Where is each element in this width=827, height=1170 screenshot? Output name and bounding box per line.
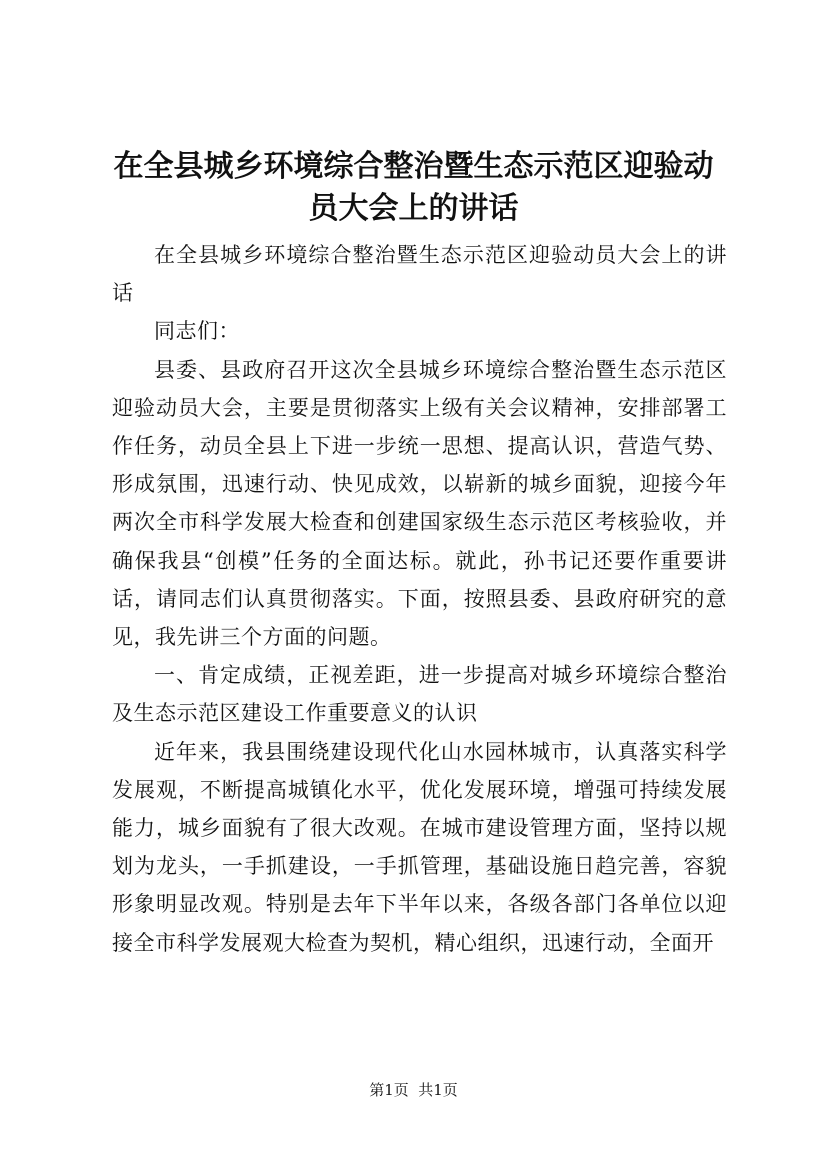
document-title: 在全县城乡环境综合整治暨生态示范区迎验动员大会上的讲话 <box>113 149 714 226</box>
page-number: 第1页 共1页 <box>369 1081 458 1099</box>
paragraph-salutation: 同志们： <box>154 319 240 344</box>
paragraph-heading-repeat: 在全县城乡环境综合整治暨生态示范区迎验动员大会上的讲话 <box>112 243 727 306</box>
paragraph-intro: 县委、县政府召开这次全县城乡环境综合整治暨生态示范区迎验动员大会，主要是贯彻落实上级有关会议精神，安排部署工作任务，动员全县上下进一步统一思想、提高认识，营造气势、形成氛围，迅速行动、快见成效，以崭新的城乡面貌，迎接今年两次全市科学发展大检查和创建国家级生态示范区考核验收，并确保我县“创模”任务的全面达标。就此，孙书记还要作重要讲话，请同志们认真贯彻落实。下面，按照县委、县政府研究的意见，我先讲三个方面的问题。 <box>112 357 727 650</box>
paragraph-section-heading: 一、肯定成绩，正视差距，进一步提高对城乡环境综合整治及生态示范区建设工作重要意义的认识 <box>112 663 727 726</box>
paragraph-body: 近年来，我县围绕建设现代化山水园林城市，认真落实科学发展观，不断提高城镇化水平，优化发展环境，增强可持续发展能力，城乡面貌有了很大改观。在城市建设管理方面，坚持以规划为龙头，一手抓建设，一手抓管理，基础设施日趋完善，容貌形象明显改观。特别是去年下半年以来，各级各部门各单位以迎接全市科学发展观大检查为契机，精心组织，迅速行动，全面开 <box>112 739 727 955</box>
document-body <box>112 236 727 962</box>
page-footer <box>0 1080 827 1100</box>
